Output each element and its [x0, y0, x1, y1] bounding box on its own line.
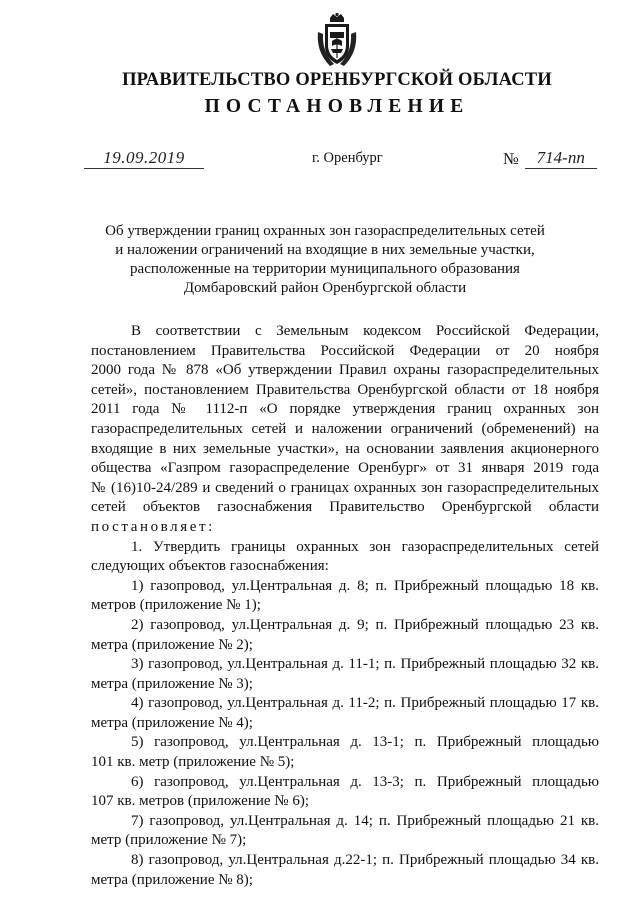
subject-line: Об утверждении границ охранных зон газораспределительных сетей	[105, 223, 545, 239]
number-value: 714-пп	[525, 148, 597, 169]
subitem-line: метров (приложение № 1);	[91, 597, 261, 614]
preamble-line: постановлением Правительства Российской Федерации от 20 ноября	[91, 342, 599, 359]
document-type-title: ПОСТАНОВЛЕНИЕ	[204, 96, 470, 117]
subject-line: Домбаровский район Оренбургской области	[183, 280, 467, 296]
subitem-line: 3) газопровод, ул.Центральная д. 11-1; п. Прибрежный площадью 32 кв.	[131, 656, 599, 673]
document-city: г. Оренбург	[312, 150, 383, 166]
preamble-line: 2000 года № 878 «Об утверждении Правил охраны газораспределительных	[91, 362, 599, 379]
subitem-line: метра (приложение № 4);	[91, 714, 253, 731]
subitem-line: 8) газопровод, ул.Центральная д.22-1; п. Прибрежный площадью 34 кв.	[131, 852, 599, 869]
item-1-line: следующих объектов газоснабжения:	[91, 558, 329, 575]
preamble-line: газораспределительных сетей и наложении ограничений (обременений) на	[91, 420, 599, 437]
preamble-resolves: постановляет:	[91, 518, 215, 535]
subitem-line: метр (приложение № 7);	[91, 832, 247, 849]
subject-line: и наложении ограничений на входящие в них земельные участки,	[115, 242, 535, 258]
subitem-line: 2) газопровод, ул.Центральная д. 9; п. Прибрежный площадью 23 кв.	[131, 616, 599, 633]
number-sign: №	[503, 149, 519, 168]
document-meta-row	[0, 148, 640, 172]
preamble-line: общества «Газпром газораспределение Оренбург» от 31 января 2019 года	[91, 460, 599, 477]
subitem-line: 6) газопровод, ул.Центральная д. 13-3; п. Прибрежный площадью	[131, 773, 599, 790]
subitem-line: метра (приложение № 3);	[91, 675, 253, 692]
document-number	[503, 148, 597, 169]
preamble-line: сетей объектов газоснабжения Правительство Оренбургской области	[91, 499, 599, 516]
document-subject	[60, 222, 590, 298]
subitem-line: 7) газопровод, ул.Центральная д. 14; п. Прибрежный площадью 21 кв.	[131, 812, 599, 829]
document-date: 19.09.2019	[84, 148, 204, 169]
coat-of-arms-emblem	[308, 12, 366, 70]
subitem-line: 107 кв. метров (приложение № 6);	[91, 793, 310, 810]
preamble-line: входящие в них земельные участки», на основании заявления акционерного	[91, 440, 599, 457]
subitem-line: 1) газопровод, ул.Центральная д. 8; п. Прибрежный площадью 18 кв.	[131, 577, 599, 594]
preamble-line: сетей», постановлением Правительства Оренбургской области от 18 ноября	[91, 381, 599, 398]
subitem-line: метра (приложение № 8);	[91, 871, 253, 888]
subitem-line: 5) газопровод, ул.Центральная д. 13-1; п. Прибрежный площадью	[131, 734, 599, 751]
item-1-line: 1. Утвердить границы охранных зон газораспределительных сетей	[131, 538, 599, 555]
document-body	[91, 322, 599, 890]
subject-line: расположенные на территории муниципального образования	[130, 261, 520, 277]
preamble-line: 2011 года № 1112-п «О порядке утверждения границ охранных зон	[91, 401, 599, 418]
subitem-line: 4) газопровод, ул.Центральная д. 11-2; п. Прибрежный площадью 17 кв.	[131, 695, 599, 712]
government-title: ПРАВИТЕЛЬСТВО ОРЕНБУРГСКОЙ ОБЛАСТИ	[122, 70, 552, 90]
preamble-line: В соответствии с Земельным кодексом Российской Федерации,	[131, 323, 599, 339]
preamble-line: № (16)10-24/289 и сведений о границах охранных зон газораспределительных	[91, 479, 599, 496]
subitem-line: метра (приложение № 2);	[91, 636, 253, 653]
subitem-line: 101 кв. метр (приложение № 5);	[91, 754, 295, 771]
